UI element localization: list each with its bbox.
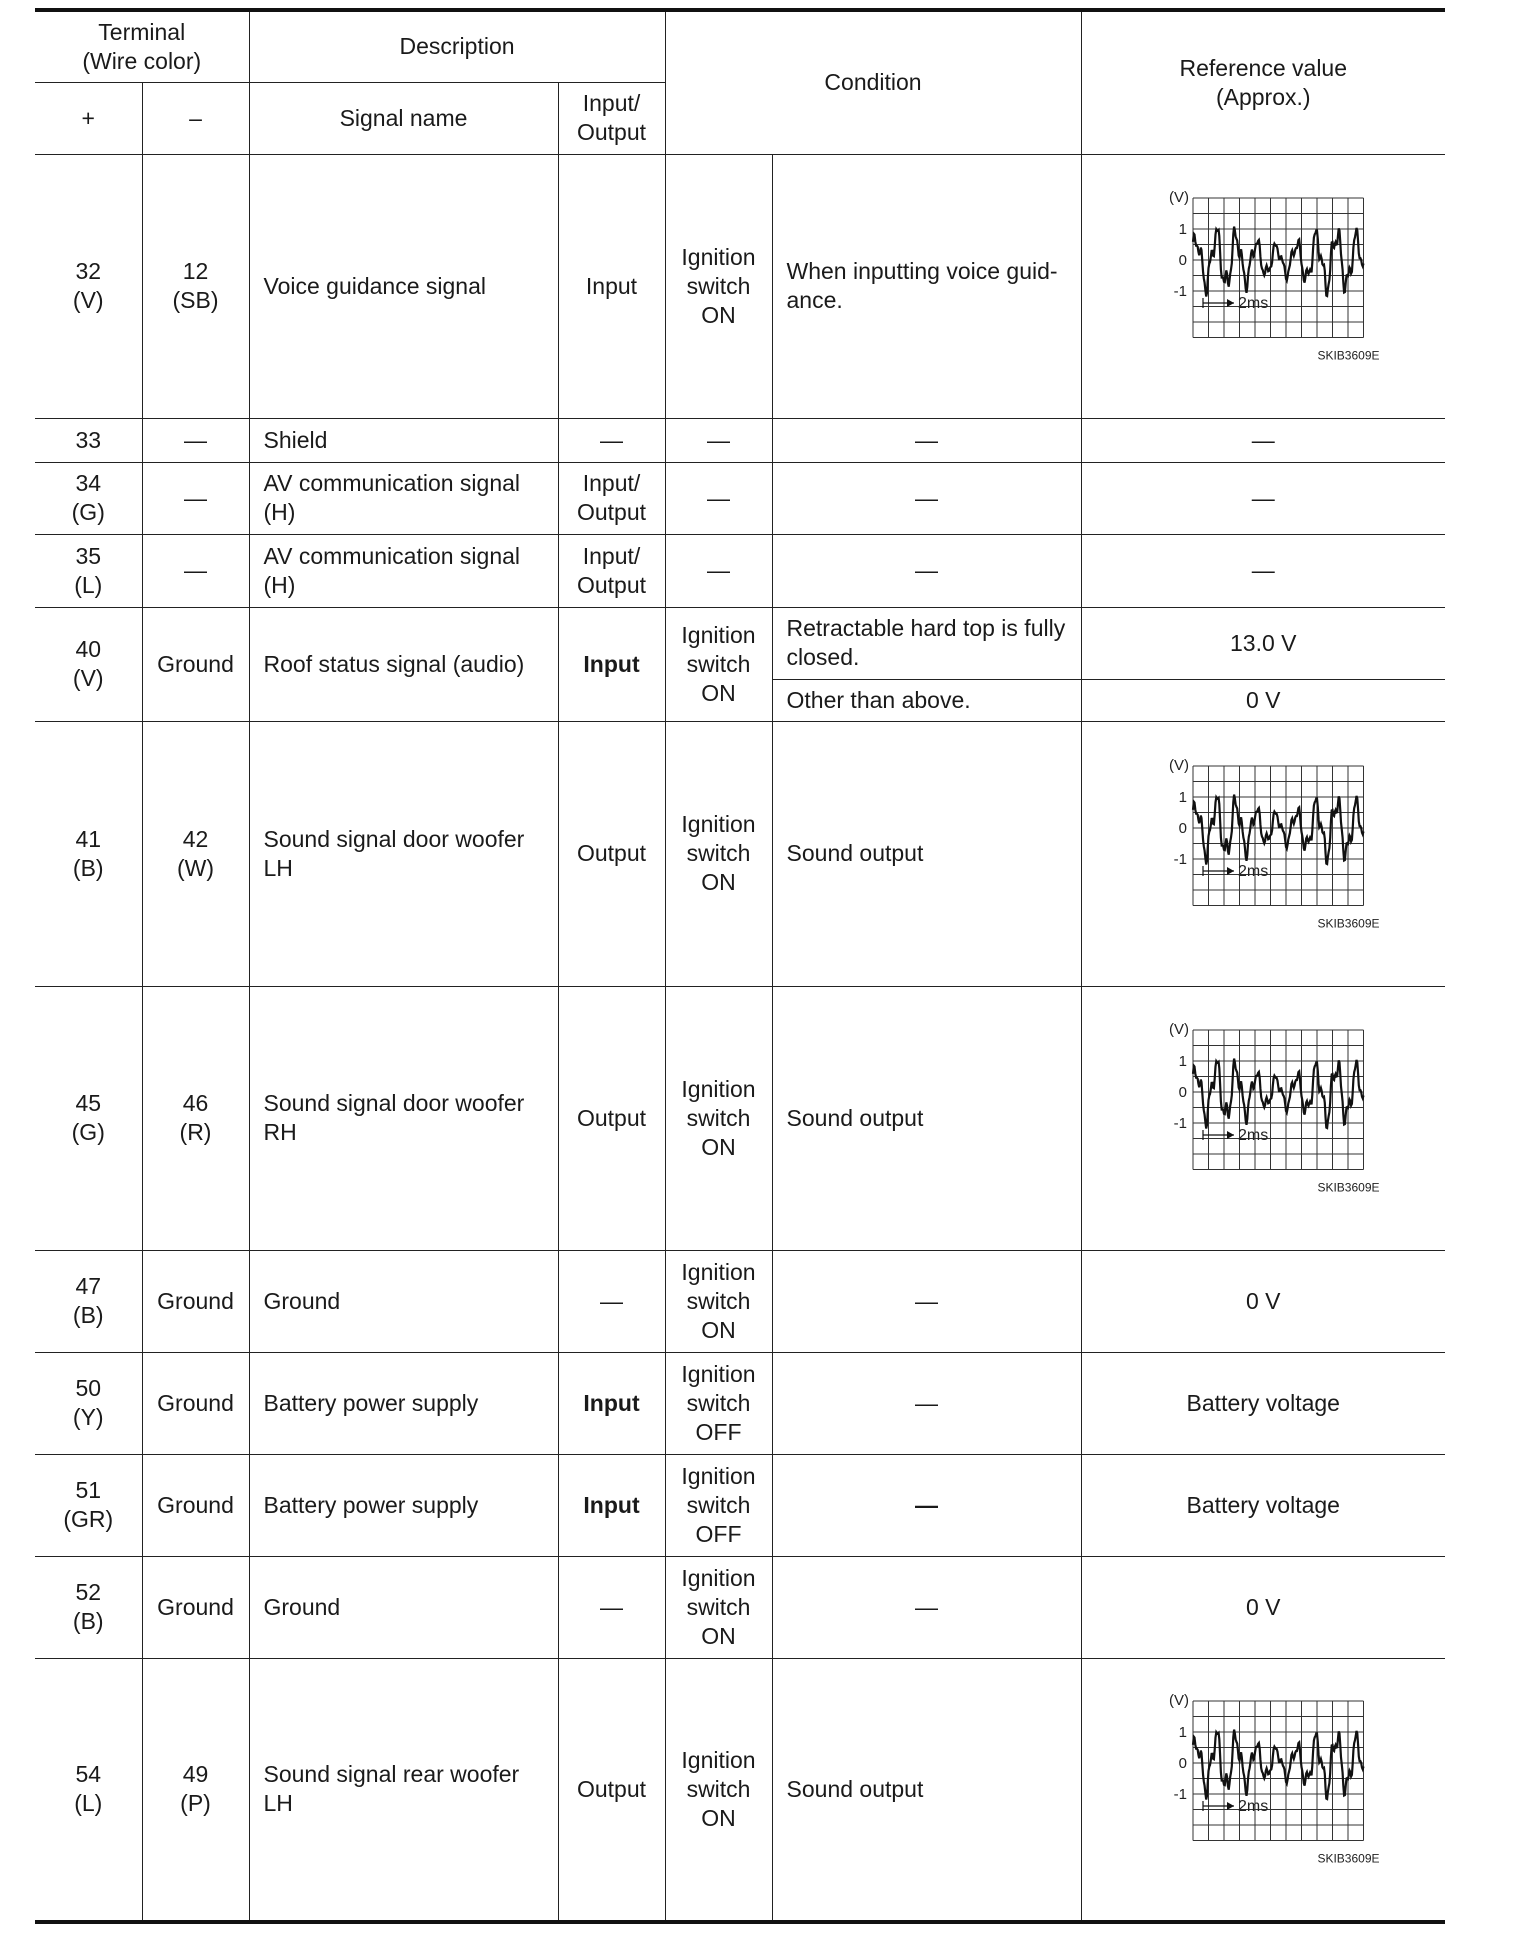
y-tick-label: 0 (1178, 819, 1188, 837)
reference-value: 13.0 V (1081, 607, 1445, 679)
reference-waveform (1081, 1658, 1445, 1922)
reference-value: Battery voltage (1081, 1352, 1445, 1454)
figure-code: SKIB3609E (1317, 916, 1380, 930)
header-terminal: Terminal (Wire color) (35, 10, 249, 82)
y-tick-label: -1 (1173, 850, 1188, 868)
waveform-chart (1113, 744, 1413, 964)
waveform-chart (1113, 176, 1413, 396)
input-output: Input/ Output (558, 534, 665, 607)
reference-waveform (1081, 721, 1445, 986)
condition-detail: — (772, 1556, 1081, 1658)
reference-value: 0 V (1081, 1556, 1445, 1658)
reference-value: — (1081, 534, 1445, 607)
terminal-plus: 47 (B) (35, 1250, 142, 1352)
figure-code: SKIB3609E (1317, 1851, 1380, 1866)
input-output: — (558, 418, 665, 462)
figure-code: SKIB3609E (1317, 1180, 1380, 1195)
signal-name: Battery power supply (249, 1454, 558, 1556)
terminal-minus: 49 (P) (142, 1658, 249, 1922)
terminal-plus: 50 (Y) (35, 1352, 142, 1454)
arrow-right-icon (1227, 867, 1234, 875)
table-row (35, 534, 1445, 607)
terminal-minus: Ground (142, 1250, 249, 1352)
condition-ignition: Ignition switch ON (665, 1658, 772, 1922)
y-tick-label: 1 (1178, 1724, 1188, 1742)
condition-detail: Sound output (772, 721, 1081, 986)
terminal-minus: — (142, 462, 249, 534)
terminal-minus: 12 (SB) (142, 154, 249, 418)
signal-name: Sound signal door woofer LH (249, 721, 558, 986)
input-output: Input (558, 607, 665, 721)
condition-ignition: Ignition switch ON (665, 1250, 772, 1352)
input-output: Input (558, 1454, 665, 1556)
y-tick-label: -1 (1173, 1115, 1188, 1132)
table-row (35, 154, 1445, 418)
condition-detail: Other than above. (772, 679, 1081, 721)
condition-detail: Sound output (772, 1658, 1081, 1922)
table-row (35, 1556, 1445, 1658)
header-minus: – (142, 82, 249, 154)
axis-unit-label: (V) (1169, 1692, 1190, 1710)
header-input-output: Input/ Output (558, 82, 665, 154)
condition-ignition: — (665, 534, 772, 607)
reference-value: Battery voltage (1081, 1454, 1445, 1556)
waveform-chart (1113, 1679, 1413, 1899)
input-output: Input (558, 154, 665, 418)
terminal-plus: 51 (GR) (35, 1454, 142, 1556)
time-scale-label: 2ms (1238, 862, 1269, 880)
terminal-minus: 46 (R) (142, 986, 249, 1250)
arrow-right-icon (1227, 1131, 1234, 1139)
y-tick-label: -1 (1173, 1786, 1188, 1804)
terminal-plus: 34 (G) (35, 462, 142, 534)
signal-trace (1193, 1730, 1364, 1800)
arrow-right-icon (1227, 299, 1234, 307)
y-tick-label: 1 (1178, 788, 1188, 806)
figure-code: SKIB3609E (1317, 348, 1380, 363)
condition-ignition: Ignition switch ON (665, 607, 772, 721)
terminal-table-page (35, 8, 1441, 1924)
reference-value: 0 V (1081, 1250, 1445, 1352)
condition-ignition: Ignition switch ON (665, 986, 772, 1250)
condition-detail: — (772, 534, 1081, 607)
condition-detail: — (772, 1250, 1081, 1352)
header-reference: Reference value (Approx.) (1081, 10, 1445, 154)
axis-unit-label: (V) (1169, 1021, 1190, 1038)
table-row (35, 1352, 1445, 1454)
signal-name: AV communication signal (H) (249, 534, 558, 607)
table-row (35, 462, 1445, 534)
header-plus: + (35, 82, 142, 154)
condition-detail: — (772, 1454, 1081, 1556)
y-tick-label: 0 (1178, 1755, 1188, 1773)
waveform-chart (1113, 1008, 1413, 1228)
arrow-right-icon (1227, 1802, 1234, 1810)
terminal-minus: Ground (142, 1454, 249, 1556)
input-output: Output (558, 721, 665, 986)
time-scale-label: 2ms (1238, 1798, 1269, 1816)
signal-name: Ground (249, 1250, 558, 1352)
y-tick-label: 1 (1178, 221, 1188, 238)
signal-name: AV communication signal (H) (249, 462, 558, 534)
scope-grid (1193, 766, 1364, 906)
condition-ignition: Ignition switch OFF (665, 1352, 772, 1454)
signal-trace (1193, 1059, 1364, 1129)
reference-value: — (1081, 462, 1445, 534)
axis-unit-label: (V) (1169, 756, 1190, 774)
signal-name: Roof status signal (audio) (249, 607, 558, 721)
header-signal-name: Signal name (249, 82, 558, 154)
time-scale-label: 2ms (1238, 295, 1269, 312)
signal-name: Voice guidance signal (249, 154, 558, 418)
y-tick-label: 0 (1178, 252, 1188, 269)
reference-waveform (1081, 154, 1445, 418)
condition-detail: When inputting voice guid- ance. (772, 154, 1081, 418)
input-output: Output (558, 1658, 665, 1922)
condition-detail: Retractable hard top is fully closed. (772, 607, 1081, 679)
terminal-plus: 35 (L) (35, 534, 142, 607)
condition-detail: Sound output (772, 986, 1081, 1250)
condition-ignition: — (665, 418, 772, 462)
table-row (35, 1250, 1445, 1352)
terminal-minus: Ground (142, 1352, 249, 1454)
signal-name: Ground (249, 1556, 558, 1658)
reference-value: — (1081, 418, 1445, 462)
header-description: Description (249, 10, 665, 82)
condition-ignition: — (665, 462, 772, 534)
condition-ignition: Ignition switch ON (665, 721, 772, 986)
input-output: Output (558, 986, 665, 1250)
terminal-plus: 54 (L) (35, 1658, 142, 1922)
scope-grid (1193, 1701, 1364, 1841)
input-output: — (558, 1250, 665, 1352)
table-row (35, 418, 1445, 462)
terminal-minus: Ground (142, 1556, 249, 1658)
y-tick-label: 0 (1178, 1084, 1188, 1101)
axis-unit-label: (V) (1169, 189, 1190, 206)
scope-grid (1193, 1030, 1364, 1170)
input-output: — (558, 1556, 665, 1658)
signal-name: Shield (249, 418, 558, 462)
condition-ignition: Ignition switch OFF (665, 1454, 772, 1556)
signal-name: Sound signal rear woofer LH (249, 1658, 558, 1922)
terminal-minus: 42 (W) (142, 721, 249, 986)
terminal-plus: 40 (V) (35, 607, 142, 721)
condition-ignition: Ignition switch ON (665, 1556, 772, 1658)
signal-name: Battery power supply (249, 1352, 558, 1454)
terminal-plus: 32 (V) (35, 154, 142, 418)
condition-detail: — (772, 418, 1081, 462)
condition-detail: — (772, 462, 1081, 534)
input-output: Input/ Output (558, 462, 665, 534)
scope-grid (1193, 198, 1364, 338)
y-tick-label: -1 (1173, 283, 1188, 300)
condition-ignition: Ignition switch ON (665, 154, 772, 418)
terminal-minus: Ground (142, 607, 249, 721)
input-output: Input (558, 1352, 665, 1454)
table-row (35, 721, 1445, 986)
signal-name: Sound signal door woofer RH (249, 986, 558, 1250)
table-row (35, 1658, 1445, 1922)
y-tick-label: 1 (1178, 1053, 1188, 1070)
terminal-minus: — (142, 418, 249, 462)
signal-trace (1193, 227, 1364, 297)
table-row (35, 607, 1445, 679)
signal-trace (1193, 794, 1364, 864)
table-row (35, 986, 1445, 1250)
terminal-plus: 52 (B) (35, 1556, 142, 1658)
header-condition: Condition (665, 10, 1081, 154)
terminal-plus: 41 (B) (35, 721, 142, 986)
table-row (35, 1454, 1445, 1556)
time-scale-label: 2ms (1238, 1127, 1269, 1144)
condition-detail: — (772, 1352, 1081, 1454)
reference-waveform (1081, 986, 1445, 1250)
terminal-plus: 33 (35, 418, 142, 462)
terminal-minus: — (142, 534, 249, 607)
terminal-reference-table (35, 8, 1445, 1924)
terminal-plus: 45 (G) (35, 986, 142, 1250)
reference-value: 0 V (1081, 679, 1445, 721)
